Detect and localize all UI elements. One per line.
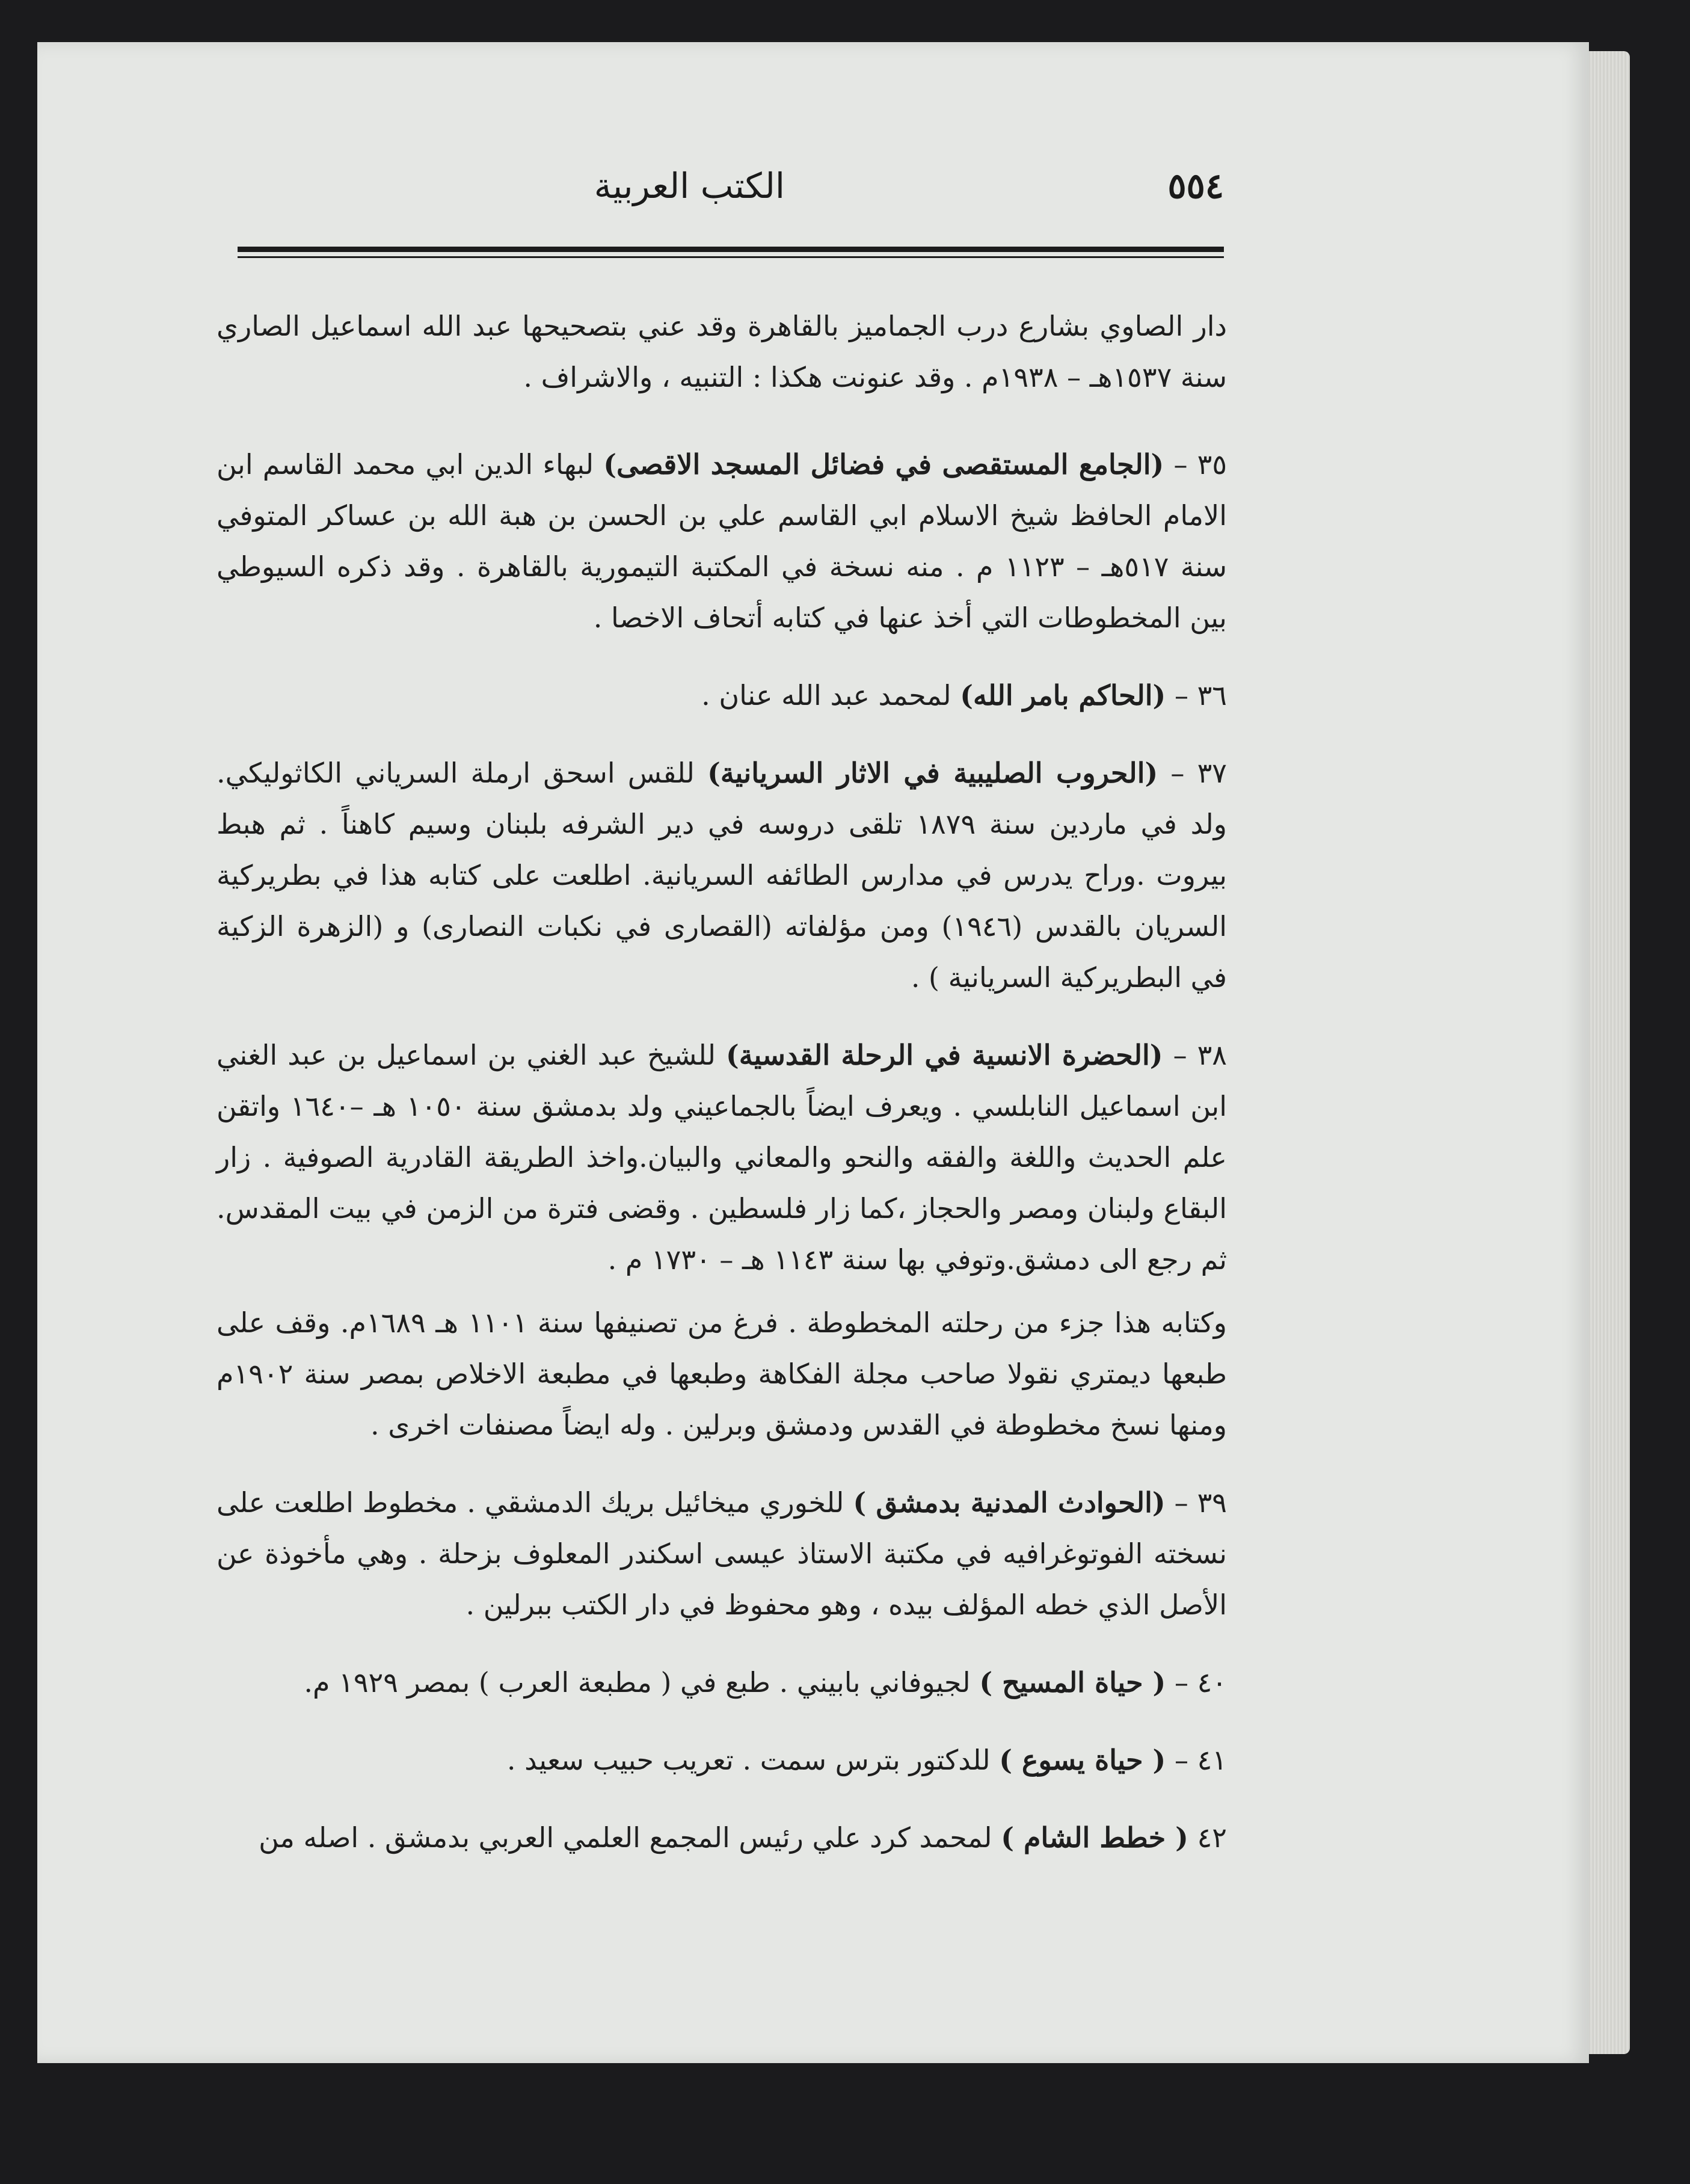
entry-number: ٣٩ – <box>1174 1486 1228 1519</box>
intro-paragraph: دار الصاوي بشارع درب الجماميز بالقاهرة وقد عني بتصحيحها عبد الله اسماعيل الصاري سنة ١٥٣٧هـ – ١٩٣٨م . وقد عنونت هكذا : التنبيه ، والاشراف . <box>217 310 1227 393</box>
entry-41 <box>217 1735 1227 1786</box>
running-title: الكتب العربية <box>594 165 785 206</box>
entry-number: ٤٢ <box>1197 1821 1227 1854</box>
entry-title: (الجامع المستقصى في فضائل المسجد الاقصى) <box>603 448 1164 481</box>
entry-38 <box>217 1030 1227 1285</box>
entry-text: لمحمد كرد علي رئيس المجمع العلمي العربي بدمشق . اصله من <box>259 1821 992 1854</box>
entry-36 <box>217 670 1227 721</box>
entry-number: ٤١ – <box>1174 1744 1227 1776</box>
entry-text: للقس اسحق ارملة السرياني الكاثوليكي. ولد في ماردين سنة ١٨٧٩ تلقى دروسه في دير الشرفه بلبنان وسيم كاهناً . ثم هبط بيروت .وراح يدرس في مدارس الطائفه السريانية. اطلعت على كتابه هذا في بطريركية السريان بالقدس (١٩٤٦) ومن مؤلفاته (القصارى في نكبات النصارى) و (الزهرة الزكية في البطريركية السريانية ) . <box>217 757 1228 994</box>
page-number: ٥٥٤ <box>1167 165 1224 206</box>
entry-38-continuation: وكتابه هذا جزء من رحلته المخطوطة . فرغ من تصنيفها سنة ١١٠١ هـ ١٦٨٩م. وقف على طبعها ديمتري نقولا صاحب مجلة الفكاهة وطبعها في مطبعة الاخلاص بمصر سنة ١٩٠٢م ومنها نسخ مخطوطة في القدس ودمشق وبرلين . وله ايضاً مصنفات اخرى . <box>217 1306 1227 1441</box>
entry-number: ٣٧ – <box>1170 757 1228 789</box>
entry-text: للدكتور بترس سمت . تعريب حبيب سعيد . <box>506 1744 991 1776</box>
entry-number: ٣٥ – <box>1173 448 1228 481</box>
entry-number: ٤٠ – <box>1174 1666 1227 1699</box>
entry-35 <box>217 439 1227 644</box>
entry-text: للشيخ عبد الغني بن اسماعيل بن عبد الغني ابن اسماعيل النابلسي . ويعرف ايضاً بالجماعيني ولد بدمشق سنة ١٠٥٠ هـ –١٦٤٠ واتقن علم الحديث واللغة والفقه والنحو والمعاني والبيان.واخذ الطريقة القادرية الصوفية . زار البقاع ولبنان ومصر والحجاز ،كما زار فلسطين . وقضى فترة من الزمن في بيت المقدس. ثم رجع الى دمشق.وتوفي بها سنة ١١٤٣ هـ – ١٧٣٠ م . <box>217 1039 1228 1276</box>
entry-42 <box>217 1812 1227 1863</box>
entry-title: (الحاكم بامر الله) <box>960 679 1166 712</box>
page-body <box>217 301 1227 1961</box>
entry-37 <box>217 748 1227 1003</box>
entry-text: لبهاء الدين ابي محمد القاسم ابن الامام الحافظ شيخ الاسلام ابي القاسم علي بن الحسن بن هبة الله بن عساكر المتوفي سنة ٥١٧هـ – ١١٢٣ م . منه نسخة في المكتبة التيمورية بالقاهرة . وقد ذكره السيوطي بين المخطوطات التي أخذ عنها في كتابه أتحاف الاخصا . <box>217 448 1228 634</box>
entry-title: ( حياة المسيح ) <box>979 1666 1166 1699</box>
entry-39 <box>217 1477 1227 1631</box>
entry-title: (الحضرة الانسية في الرحلة القدسية) <box>726 1039 1163 1071</box>
entry-text: للخوري ميخائيل بريك الدمشقي . مخطوط اطلعت على نسخته الفوتوغرافيه في مكتبة الاستاذ عيسى اسكندر المعلوف بزحلة . وهي مأخوذة عن الأصل الذي خطه المؤلف بيده ، وهو محفوظ في دار الكتب ببرلين . <box>217 1486 1227 1621</box>
entry-text: لجيوفاني بابيني . طبع في ( مطبعة العرب ) بمصر ١٩٢٩ م. <box>304 1666 971 1699</box>
entry-title: (الحوادث المدنية بدمشق ) <box>853 1486 1166 1519</box>
header-rule-thin <box>238 256 1224 258</box>
entry-title: ( خطط الشام ) <box>1001 1821 1188 1854</box>
page-header <box>198 159 1224 226</box>
header-rule-thick <box>238 247 1224 252</box>
entry-title: (الحروب الصليبية في الاثار السريانية) <box>707 757 1158 789</box>
entry-number: ٣٨ – <box>1173 1039 1228 1071</box>
entry-number: ٣٦ – <box>1174 679 1227 712</box>
entry-40 <box>217 1657 1227 1708</box>
entry-text: لمحمد عبد الله عنان . <box>701 679 951 712</box>
entry-title: ( حياة يسوع ) <box>999 1744 1166 1776</box>
